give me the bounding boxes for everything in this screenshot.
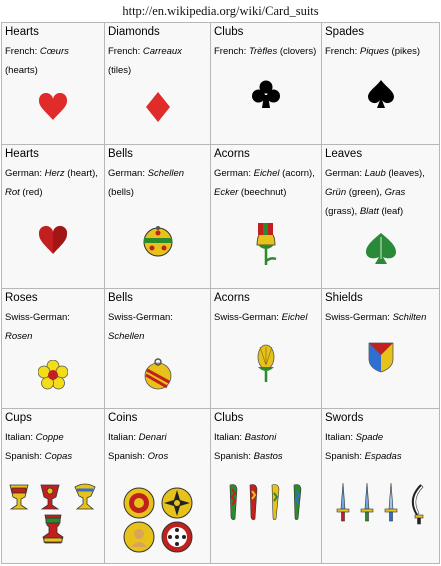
suit-title: Bells [108,148,133,160]
suit-cell [322,23,440,145]
latin-cups-icon [2,483,104,553]
table-row [2,145,440,289]
suit-cell [322,409,440,564]
suit-cell [2,145,105,289]
suit-description: Swiss-German: Schilten [325,312,427,323]
suit-title: Clubs [214,412,244,424]
suit-title: Acorns [214,148,250,160]
card-suits-table [1,22,440,564]
suit-cell [211,145,322,289]
german-heart-icon [2,225,104,255]
suit-title: Swords [325,412,364,424]
suit-title: Leaves [325,148,363,160]
suit-description: French: Trèfles (clovers) [214,46,317,57]
table-row [2,23,440,145]
suit-title: Hearts [5,148,39,160]
suit-title: Spades [325,26,365,38]
latin-swords-icon [322,481,439,525]
suit-title: Coins [108,412,138,424]
suit-title: Cups [5,412,32,424]
suit-cell [105,145,211,289]
suit-cell [2,289,105,409]
suit-cell [211,289,322,409]
suit-description: French: Piques (pikes) [325,46,421,57]
suit-cell [105,23,211,145]
suit-title: Acorns [214,292,250,304]
suit-cell [2,409,105,564]
table-row [2,289,440,409]
suit-cell [105,289,211,409]
swiss-acorn-icon [211,343,321,383]
suit-description: Swiss-German: Rosen [5,312,70,342]
german-leaf-icon [322,231,439,265]
suit-cell [2,23,105,145]
suit-description: French: Cœurs (hearts) [5,46,69,76]
suit-description: Swiss-German: Schellen [108,312,173,342]
suit-title: Bells [108,292,133,304]
suit-description: German: Laub (leaves), Grün (green), Gras (grass), Blatt (leaf) [325,168,425,217]
latin-clubs-icon [211,483,321,523]
suit-title: Roses [5,292,38,304]
suit-description: Italian: Bastoni Spanish: Bastos [214,432,283,462]
french-club-icon [211,79,321,109]
suit-description: German: Schellen (bells) [108,168,185,198]
swiss-bell-icon [105,358,210,390]
swiss-rose-icon [2,360,104,390]
german-bell-icon [105,225,210,257]
french-heart-icon [2,93,104,121]
suit-description: Swiss-German: Eichel [214,312,308,323]
suit-cell [211,409,322,564]
suit-title: Diamonds [108,26,160,38]
suit-title: Clubs [214,26,244,38]
table-row [2,409,440,564]
latin-coins-icon [105,487,210,553]
suit-description: German: Eichel (acorn), Ecker (beechnut) [214,168,315,198]
suit-description: Italian: Coppe Spanish: Copas [5,432,73,462]
suit-cell [322,145,440,289]
german-acorn-icon [211,217,321,267]
suit-description: Italian: Spade Spanish: Espadas [325,432,402,462]
suit-title: Hearts [5,26,39,38]
suit-description: German: Herz (heart), Rot (red) [5,168,98,198]
suit-cell [105,409,211,564]
suit-cell [322,289,440,409]
suit-description: French: Carreaux (tiles) [108,46,182,76]
french-spade-icon [322,79,439,109]
suit-cell [211,23,322,145]
source-url: http://en.wikipedia.org/wiki/Card_suits [122,4,319,18]
suit-title: Shields [325,292,363,304]
suit-description: Italian: Denari Spanish: Oros [108,432,169,462]
swiss-shield-icon [322,341,439,373]
french-diamond-icon [105,91,210,123]
